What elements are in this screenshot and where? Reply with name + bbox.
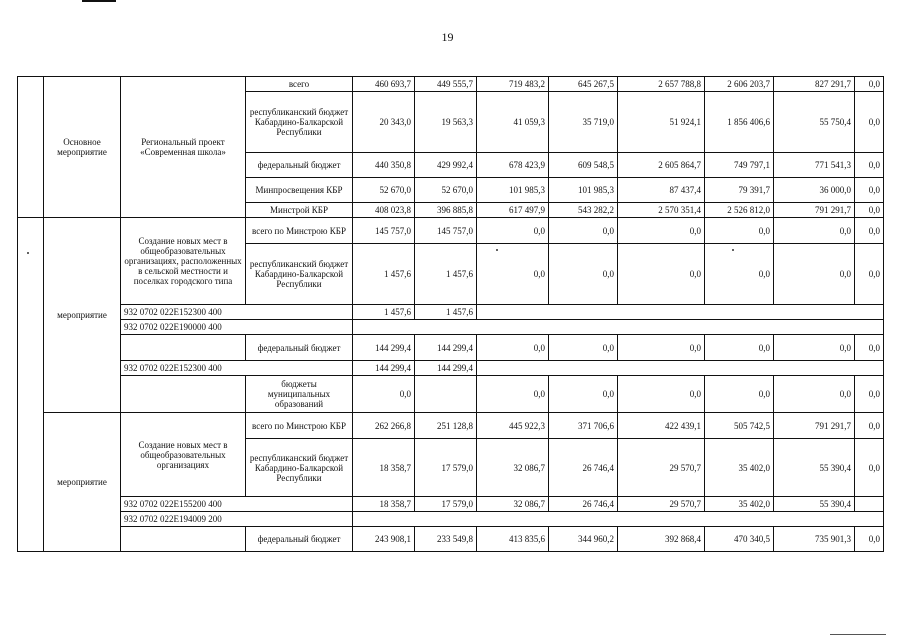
value-cell: 408 023,8 — [353, 203, 415, 218]
table-row — [18, 77, 884, 92]
value-cell: 101 985,3 — [549, 178, 618, 203]
value-cell: 35 402,0 — [705, 497, 774, 512]
table-row — [18, 512, 884, 527]
table-row — [18, 376, 884, 413]
value-cell: 101 985,3 — [477, 178, 549, 203]
value-cell: 0,0 — [618, 376, 705, 413]
value-cell: 18 358,7 — [353, 439, 415, 497]
value-cell: 145 757,0 — [353, 218, 415, 244]
value-cell: 396 885,8 — [415, 203, 477, 218]
event-name-cell: Создание новых мест в общеобразовательных организациях, расположенных в сельской местности и поселках городского типа — [121, 218, 246, 305]
value-cell: 0,0 — [774, 335, 855, 361]
value-cell: 422 439,1 — [618, 413, 705, 439]
value-cell: 413 835,6 — [477, 527, 549, 552]
value-cell: 0,0 — [855, 527, 884, 552]
value-cell: 233 549,8 — [415, 527, 477, 552]
table-row — [18, 527, 884, 552]
event-name-cell: Региональный проект «Современная школа» — [121, 77, 246, 218]
source-cell: республиканский бюджет Кабардино-Балкарской Республики — [246, 244, 353, 305]
value-cell: 0,0 — [705, 376, 774, 413]
source-cell: федеральный бюджет — [246, 335, 353, 361]
value-cell: 0,0 — [549, 376, 618, 413]
source-cell: всего по Минстрою КБР — [246, 413, 353, 439]
value-cell: 26 746,4 — [549, 497, 618, 512]
value-cell: 55 390,4 — [774, 497, 855, 512]
value-cell: 0,0 — [855, 92, 884, 153]
value-cell: 0,0 — [855, 218, 884, 244]
value-cell: 144 299,4 — [415, 361, 477, 376]
value-cell: 445 922,3 — [477, 413, 549, 439]
value-cell: 1 457,6 — [353, 244, 415, 305]
table-row — [18, 218, 884, 244]
source-cell: всего по Минстрою КБР — [246, 218, 353, 244]
value-cell: 617 497,9 — [477, 203, 549, 218]
value-cell: 0,0 — [618, 218, 705, 244]
value-cell: 543 282,2 — [549, 203, 618, 218]
budget-code-cell: 932 0702 022E155200 400 — [121, 497, 353, 512]
table-row — [18, 320, 884, 335]
value-cell: 719 483,2 — [477, 77, 549, 92]
value-cell: 609 548,5 — [549, 153, 618, 178]
value-cell: 19 563,3 — [415, 92, 477, 153]
value-cell: 2 605 864,7 — [618, 153, 705, 178]
value-cell: 791 291,7 — [774, 203, 855, 218]
value-cell: 52 670,0 — [353, 178, 415, 203]
value-cell: 0,0 — [855, 413, 884, 439]
empty-cell — [353, 512, 884, 527]
value-cell: 645 267,5 — [549, 77, 618, 92]
value-cell: 0,0 — [774, 244, 855, 305]
event-name-cell: Создание новых мест в общеобразовательных организациях — [121, 413, 246, 497]
value-cell: 87 437,4 — [618, 178, 705, 203]
value-cell: 0,0 — [549, 335, 618, 361]
value-cell: 36 000,0 — [774, 178, 855, 203]
value-cell: 1 457,6 — [415, 305, 477, 320]
source-cell: республиканский бюджет Кабардино-Балкарской Республики — [246, 92, 353, 153]
table-row — [18, 305, 884, 320]
value-cell: 0,0 — [353, 376, 415, 413]
value-cell: 26 746,4 — [549, 439, 618, 497]
table-row — [18, 413, 884, 439]
value-cell: 0,0 — [477, 218, 549, 244]
budget-code-cell: 932 0702 022E194009 200 — [121, 512, 353, 527]
value-cell: 0,0 — [477, 244, 549, 305]
table-row — [18, 361, 884, 376]
value-cell: 17 579,0 — [415, 497, 477, 512]
value-cell: 0,0 — [855, 203, 884, 218]
source-cell: бюджеты муниципальных образований — [246, 376, 353, 413]
value-cell: 2 526 812,0 — [705, 203, 774, 218]
source-cell: федеральный бюджет — [246, 153, 353, 178]
value-cell: 0,0 — [477, 376, 549, 413]
value-cell: 0,0 — [549, 244, 618, 305]
value-cell: 243 908,1 — [353, 527, 415, 552]
value-cell: 505 742,5 — [705, 413, 774, 439]
source-cell: республиканский бюджет Кабардино-Балкарской Республики — [246, 439, 353, 497]
value-cell: 145 757,0 — [415, 218, 477, 244]
value-cell: 0,0 — [705, 335, 774, 361]
value-cell: 1 457,6 — [353, 305, 415, 320]
value-cell: 79 391,7 — [705, 178, 774, 203]
value-cell: 827 291,7 — [774, 77, 855, 92]
value-cell: 791 291,7 — [774, 413, 855, 439]
empty-cell — [855, 497, 884, 512]
empty-cell — [121, 376, 246, 413]
value-cell: 460 693,7 — [353, 77, 415, 92]
value-cell: 371 706,6 — [549, 413, 618, 439]
empty-cell — [477, 305, 884, 320]
value-cell: 0,0 — [477, 335, 549, 361]
value-cell: 262 266,8 — [353, 413, 415, 439]
value-cell: 0,0 — [618, 244, 705, 305]
value-cell: 0,0 — [855, 335, 884, 361]
value-cell: 0,0 — [855, 153, 884, 178]
value-cell: 41 059,3 — [477, 92, 549, 153]
value-cell: 251 128,8 — [415, 413, 477, 439]
page-number: 19 — [441, 30, 454, 44]
source-cell: Минстрой КБР — [246, 203, 353, 218]
value-cell: 29 570,7 — [618, 439, 705, 497]
value-cell: 771 541,3 — [774, 153, 855, 178]
source-cell: федеральный бюджет — [246, 527, 353, 552]
empty-cell — [121, 335, 246, 361]
budget-table — [17, 76, 884, 552]
value-cell: 144 299,4 — [415, 335, 477, 361]
value-cell: 51 924,1 — [618, 92, 705, 153]
table-row — [18, 497, 884, 512]
scan-mark — [82, 0, 116, 2]
empty-cell — [353, 320, 884, 335]
value-cell: 735 901,3 — [774, 527, 855, 552]
value-cell: 449 555,7 — [415, 77, 477, 92]
value-cell: 429 992,4 — [415, 153, 477, 178]
table-row — [18, 335, 884, 361]
value-cell: 2 570 351,4 — [618, 203, 705, 218]
value-cell: 0,0 — [855, 77, 884, 92]
value-cell: 0,0 — [774, 376, 855, 413]
blank-cell — [18, 77, 44, 218]
value-cell: 0,0 — [855, 376, 884, 413]
budget-code-cell: 932 0702 022E152300 400 — [121, 305, 353, 320]
value-cell: 0,0 — [855, 439, 884, 497]
event-type-cell: Основное мероприятие — [44, 77, 121, 218]
source-cell: Минпросвещения КБР — [246, 178, 353, 203]
value-cell: 392 868,4 — [618, 527, 705, 552]
blank-cell — [18, 218, 44, 552]
empty-cell — [477, 361, 884, 376]
scan-mark — [830, 634, 886, 635]
value-cell: 18 358,7 — [353, 497, 415, 512]
value-cell: 35 719,0 — [549, 92, 618, 153]
value-cell: 55 750,4 — [774, 92, 855, 153]
value-cell: 2 657 788,8 — [618, 77, 705, 92]
value-cell: 29 570,7 — [618, 497, 705, 512]
value-cell: 344 960,2 — [549, 527, 618, 552]
event-type-cell: мероприятие — [44, 413, 121, 552]
value-cell: 1 856 406,6 — [705, 92, 774, 153]
value-cell: 20 343,0 — [353, 92, 415, 153]
value-cell: 144 299,4 — [353, 361, 415, 376]
value-cell: 2 606 203,7 — [705, 77, 774, 92]
value-cell: 749 797,1 — [705, 153, 774, 178]
value-cell: 0,0 — [618, 335, 705, 361]
budget-table-body — [18, 77, 884, 552]
value-cell — [415, 376, 477, 413]
value-cell: 144 299,4 — [353, 335, 415, 361]
value-cell: 0,0 — [855, 178, 884, 203]
value-cell: 52 670,0 — [415, 178, 477, 203]
value-cell: 0,0 — [774, 218, 855, 244]
value-cell: 17 579,0 — [415, 439, 477, 497]
value-cell: 0,0 — [705, 218, 774, 244]
value-cell: 1 457,6 — [415, 244, 477, 305]
value-cell: 0,0 — [855, 244, 884, 305]
value-cell: 0,0 — [549, 218, 618, 244]
source-cell: всего — [246, 77, 353, 92]
value-cell: 440 350,8 — [353, 153, 415, 178]
value-cell: 678 423,9 — [477, 153, 549, 178]
value-cell: 35 402,0 — [705, 439, 774, 497]
budget-code-cell: 932 0702 022E190000 400 — [121, 320, 353, 335]
empty-cell — [121, 527, 246, 552]
budget-code-cell: 932 0702 022E152300 400 — [121, 361, 353, 376]
value-cell: 55 390,4 — [774, 439, 855, 497]
value-cell: 0,0 — [705, 244, 774, 305]
value-cell: 32 086,7 — [477, 439, 549, 497]
event-type-cell: мероприятие — [44, 218, 121, 413]
value-cell: 470 340,5 — [705, 527, 774, 552]
value-cell: 32 086,7 — [477, 497, 549, 512]
